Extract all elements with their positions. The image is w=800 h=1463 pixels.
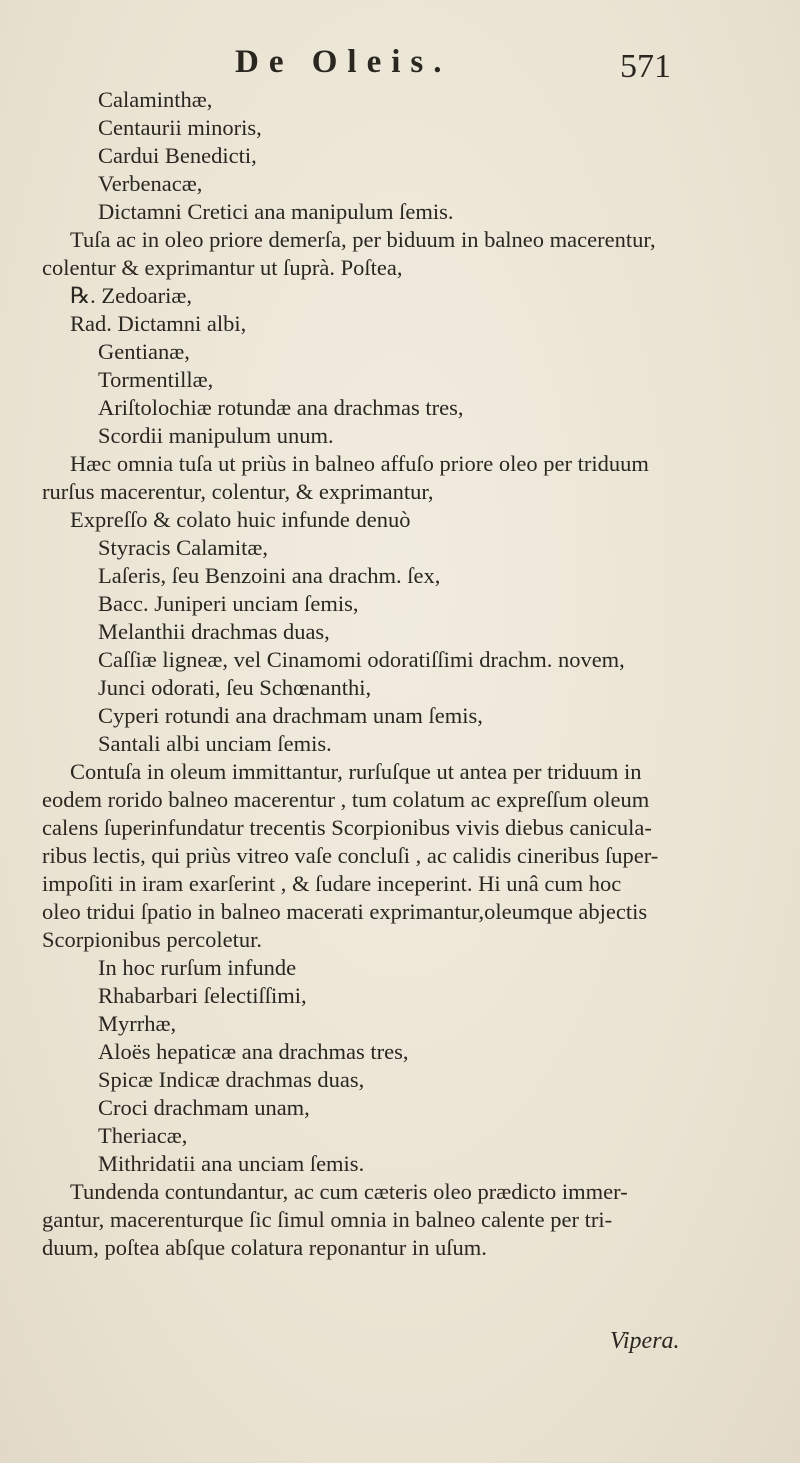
text-line: Mithridatii ana unciam ſemis.: [98, 1151, 365, 1176]
text-line: Centaurii minoris,: [98, 115, 262, 140]
text-line: Calaminthæ,: [98, 87, 213, 112]
text-line: Expreſſo & colato huic infunde denuò: [70, 507, 411, 532]
text-line: Bacc. Juniperi unciam ſemis,: [98, 591, 359, 616]
page-header: [0, 40, 800, 90]
text-line: impoſiti in iram exarſerint , & ſudare inceperint. Hi unâ cum hoc: [42, 871, 622, 896]
text-line: Contuſa in oleum immittantur, rurſuſque ut antea per triduum in: [70, 759, 642, 784]
catchword: Vipera.: [610, 1328, 680, 1354]
text-line: Aloës hepaticæ ana drachmas tres,: [98, 1039, 409, 1064]
text-line: Caſſiæ ligneæ, vel Cinamomi odoratiſſimi drachm. novem,: [98, 647, 625, 672]
text-line: Croci drachmam unam,: [98, 1095, 310, 1120]
text-line: Laſeris, ſeu Benzoini ana drachm. ſex,: [98, 563, 441, 588]
text-line: duum, poſtea abſque colatura reponantur in uſum.: [42, 1235, 487, 1260]
text-line: oleo tridui ſpatio in balneo macerati exprimantur,oleumque abjectis: [42, 899, 648, 924]
text-line: Junci odorati, ſeu Schœnanthi,: [98, 675, 372, 700]
text-line: Cyperi rotundi ana drachmam unam ſemis,: [98, 703, 483, 728]
text-line: Verbenacæ,: [98, 171, 203, 196]
text-line: eodem rorido balneo macerentur , tum colatum ac expreſſum oleum: [42, 787, 650, 812]
text-line: Rhabarbari ſelectiſſimi,: [98, 983, 307, 1008]
text-line: rurſus macerentur, colentur, & exprimantur,: [42, 479, 434, 504]
text-line: Scorpionibus percoletur.: [42, 927, 262, 952]
running-title: De Oleis.: [235, 44, 452, 80]
text-line: calens ſuperinfundatur trecentis Scorpionibus vivis diebus canicula-: [42, 815, 652, 840]
text-line: Styracis Calamitæ,: [98, 535, 268, 560]
page-number: 571: [620, 48, 671, 85]
text-line: Tuſa ac in oleo priore demerſa, per biduum in balneo macerentur,: [70, 227, 656, 252]
text-line: gantur, macerenturque ſic ſimul omnia in balneo calente per tri-: [42, 1207, 613, 1232]
text-line: Tormentillæ,: [98, 367, 214, 392]
text-line: Hæc omnia tuſa ut priùs in balneo affuſo priore oleo per triduum: [70, 451, 649, 476]
text-line: Dictamni Cretici ana manipulum ſemis.: [98, 199, 454, 224]
text-line: Myrrhæ,: [98, 1011, 177, 1036]
text-line: Theriacæ,: [98, 1123, 188, 1148]
text-line: Tundenda contundantur, ac cum cæteris oleo prædicto immer-: [70, 1179, 628, 1204]
text-line: In hoc rurſum infunde: [98, 955, 297, 980]
text-line: Rad. Dictamni albi,: [70, 311, 247, 336]
text-line: Cardui Benedicti,: [98, 143, 257, 168]
text-line: Santali albi unciam ſemis.: [98, 731, 332, 756]
text-line: ℞. Zedoariæ,: [70, 283, 193, 308]
text-line: Gentianæ,: [98, 339, 190, 364]
text-line: Scordii manipulum unum.: [98, 423, 334, 448]
text-line: ribus lectis, qui priùs vitreo vaſe concluſi , ac calidis cineribus ſuper-: [42, 843, 659, 868]
text-line: Melanthii drachmas duas,: [98, 619, 330, 644]
text-line: Ariſtolochiæ rotundæ ana drachmas tres,: [98, 395, 464, 420]
text-line: Spicæ Indicæ drachmas duas,: [98, 1067, 365, 1092]
text-line: colentur & exprimantur ut ſuprà. Poſtea,: [42, 255, 403, 280]
